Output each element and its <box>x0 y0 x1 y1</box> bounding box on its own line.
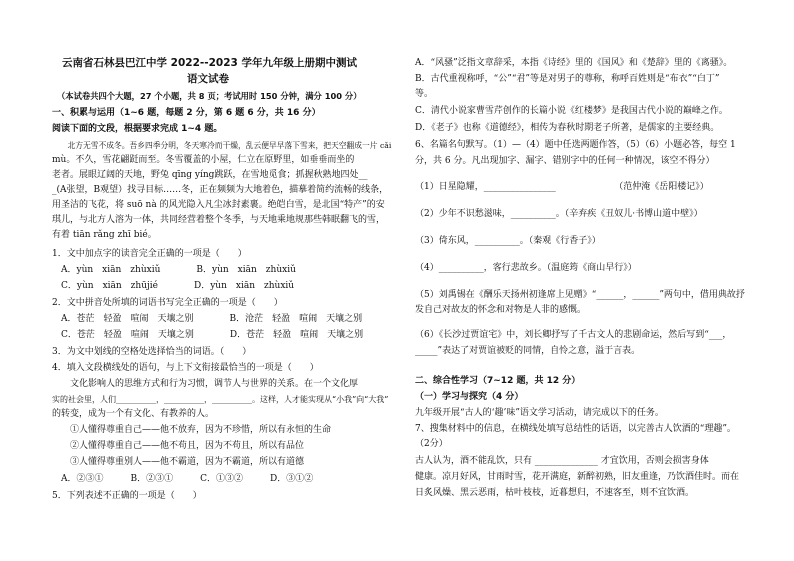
question-6-cont: 分，共 6 分。凡出现加字、漏字、错别字中的任何一种情况，该空不得分） <box>415 156 715 166</box>
q4-passage-line: 文化影响人的思维方式和行为习惯，调节人与世界的关系。在一个文化厚 <box>52 379 359 389</box>
exam-subtitle: 语文试卷 <box>187 73 229 85</box>
q5-option-d: D．《老子》也称《道德经》，相传为春秋时期老子所著，是儒家的主要经典。 <box>415 123 720 133</box>
question-5: 5．下列表述不正确的一项是（ ） <box>52 491 202 501</box>
q6-item-5-cont: 发自己对故友的怀念和对物是人非的感慨。 <box>415 305 587 315</box>
passage-line: _(A张望，B观望）找寻目标……冬，正在频频为大地着色，描摹着简约流畅的线条， <box>52 185 389 195</box>
q4-passage-line: 的转变，成为一个有文化、有教养的人。 <box>52 409 215 419</box>
q7-material-line: 健康。凉月好风，甘雨时雪，花开满庭，新醉初熟，旧友重逢，乃饮酒佳时。而在 <box>415 472 740 482</box>
q4-option-sentence: ③人懂得尊重别人——他不霸道，因为不霸道，所以有道德 <box>52 457 305 467</box>
passage-line: 琪儿，与北方人溶为一体，共同经营着整个冬季，与天地乘地规那些韩眠翻飞的雪， <box>52 215 386 225</box>
q6-item-1: （1）日星隐耀，________________ （范仲淹《岳阳楼记》） <box>415 182 709 192</box>
q4-choices: A．②③① B．②③① C．①③② D．③①② <box>52 474 314 484</box>
q7-material-line: 古人认为，酒不能乱饮，只有 ______________ 才宜饮用，否则会损害身体 <box>415 456 709 466</box>
question-4: 4．填入文段横线处的语句，与上下文衔接最恰当的一项是（ ） <box>52 363 319 373</box>
q6-item-2: （2）少年不识愁滋味，__________。（辛弃疾《丑奴儿·书博山道中壁》） <box>415 209 703 219</box>
q4-passage-line: 实的社会里，人们__________，__________，__________。这样，人才能实现从“小我”向“大我” <box>52 395 389 404</box>
q2-options-ab: A．苍茫 轻盈 喧闹 天壤之别 B．沧茫 轻盈 喧闹 天壤之别 <box>52 314 363 324</box>
q1-options-cd: C．yùn xiān zhūjié D．yùn xiān zhùxiǔ <box>52 281 295 291</box>
q1-options-ab: A．yùn xiān zhùxiǔ B．yùn xiān zhùxiǔ <box>52 265 296 275</box>
q5-option-a: A．“风骚”泛指文章辞采，本指《诗经》里的《国风》和《楚辞》里的《离骚》。 <box>415 58 733 68</box>
exam-note: （本试卷共四个大题，27 个小题，共 8 页；考试用时 150 分钟，满分 100 分） <box>57 91 362 101</box>
passage-line: 老者。展眼辽阔的天地，野兔 qīng yíng跳跃，在雪地觅食；抓握秋熟地四处__ <box>52 170 368 180</box>
question-6: 6、名篇名句默写。（1）—（4）题中任选两题作答，（5）（6）小题必答，每空 1 <box>415 140 736 150</box>
q2-options-cd: C．苍茫 轻盈 喧闹 天壤之别 D．苍茫 轻盈 喧闹 天壤之别 <box>52 330 364 340</box>
exam-title: 云南省石林县巴江中学 2022--2023 学年九年级上册期中测试 <box>62 57 357 69</box>
q7-material-line: 日炙风燥、黑云恶雨，枯叶枝枝，近暮想归，不速客至，则不宜饮酒。 <box>415 488 695 498</box>
q6-item-6: （6）《长沙过贾谊宅》中，刘长卿抒写了千古文人的悲剧命运，然后写到“___， <box>415 330 732 340</box>
passage-line: 北方无雪不成冬。吾乡四季分明，冬天寒冷而干燥，乱云便早早落下雪来，把天空翻成一片 cǎi <box>52 141 392 150</box>
reading-instruction: 阅读下面的文段，根据要求完成 1~4 题。 <box>52 124 223 134</box>
q4-option-sentence: ①人懂得尊重自己——他不放弃，因为不珍惜，所以有永恒的生命 <box>52 425 332 435</box>
passage-line: mù。不久，雪花翩跹而至。冬雪覆盖的小屋，仁立在原野里，如垂垂而坐的 <box>52 155 355 165</box>
passage-line: 用圣洁的飞花，将 suō nà 的风光隐入凡尘冰封素裹。绝皑白雪，是北国“特产”的安 <box>52 200 385 210</box>
q6-item-4: （4）__________，客行悲故乡。（温庭筠《商山早行》） <box>415 263 637 273</box>
question-1: 1．文中加点字的读音完全正确的一项是（ ） <box>52 249 247 259</box>
q5-option-b-cont: 等。 <box>415 89 434 99</box>
q6-item-5: （5）刘禹锡在《酬乐天扬州初逢席上见赠》“______，______”两句中，借用典故抒 <box>415 290 745 300</box>
question-3: 3．为文中划线的空格处选择恰当的词语。（ ） <box>52 347 252 357</box>
passage-line: 有着 tiān rǎng zhī bié。 <box>52 230 157 240</box>
q5-option-c: C．清代小说家曹雪芹创作的长篇小说《红楼梦》是我国古代小说的巅峰之作。 <box>415 106 728 116</box>
q4-option-sentence: ②人懂得尊重自己——他不苟且，因为不苟且，所以有品位 <box>52 441 305 451</box>
question-7-points: （2分） <box>415 439 448 449</box>
subsection-heading: （一）学习与探究（4 分） <box>415 392 524 402</box>
section-two-heading: 二、综合性学习（7~12 题，共 12 分） <box>415 376 581 386</box>
q6-item-6-cont: _____”表达了对贾谊被贬的同情，自怜之意，溢于言表。 <box>415 346 641 356</box>
question-2: 2．文中拼音处所填的词语书写完全正确的一项是（ ） <box>52 298 283 308</box>
q6-item-3: （3）倚东风，__________。（秦观《行香子》） <box>415 236 601 246</box>
question-7: 7、搜集材料中的信息，在横线处填写总结性的话语，以完善古人饮酒的“理趣”。 <box>415 424 736 434</box>
activity-intro: 九年级开展“古人的‘趣’味”语文学习活动，请完成以下的任务。 <box>415 408 664 418</box>
q5-option-b: B．古代重视称呼，“公”“君”等是对男子的尊称，称呼百姓则是“布衣”“白丁” <box>415 74 720 84</box>
section-one-heading: 一、积累与运用（1~6 题，每题 2 分，第 6 题 6 分，共 16 分） <box>52 108 321 118</box>
